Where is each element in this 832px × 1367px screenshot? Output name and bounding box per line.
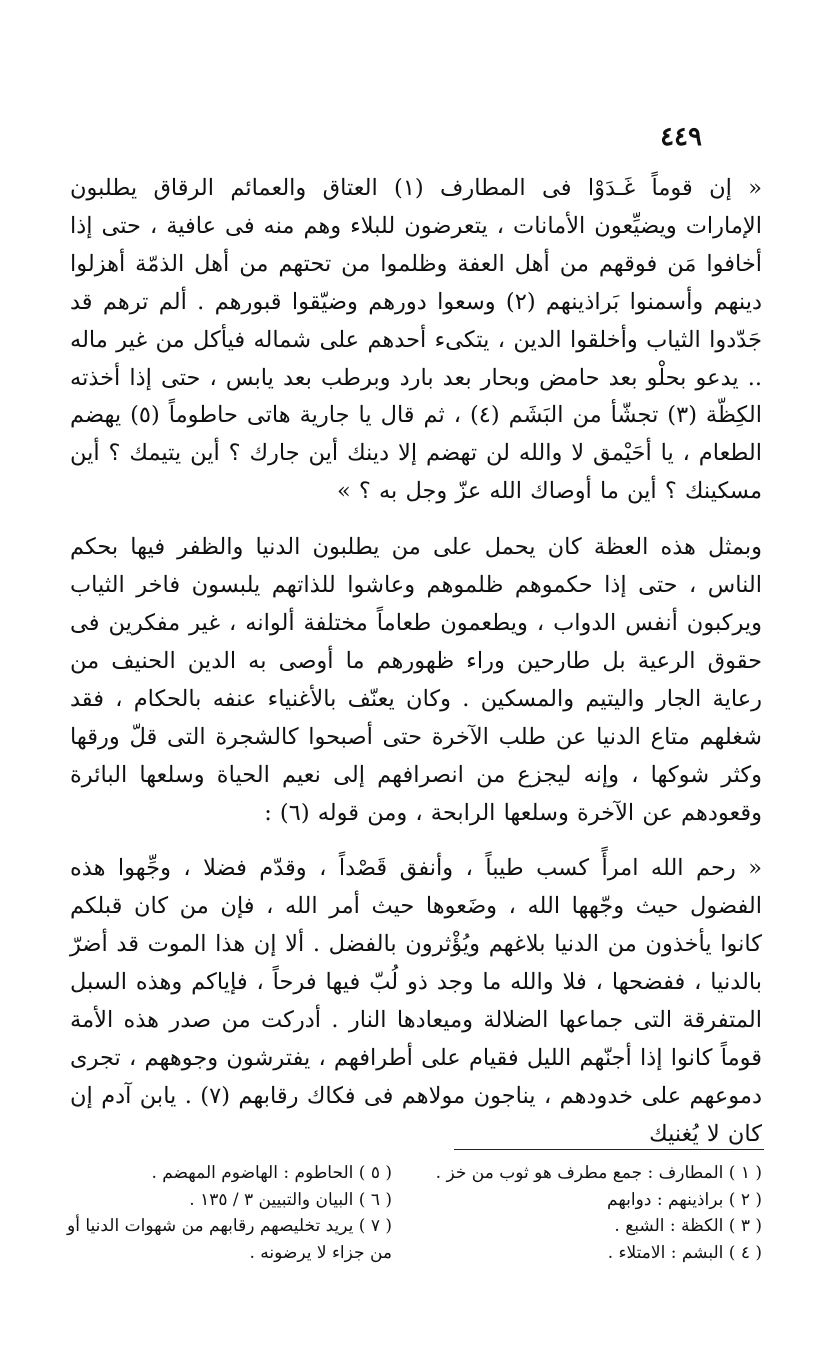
paragraph-quote-1: « إن قوماً غَـدَوْا فى المطارف (١) العتاق والعمائم الرقاق يطلبون الإمارات ويضيِّعون الأمانات ، يتعرضون للبلاء وهم منه فى عافية ، حتى إذا أخافوا مَن فوقهم من أهل العفة وظلموا من تحتهم من أهل الذمّة أهزلوا دينهم وأسمنوا بَراذينهم (٢) وسعوا دورهم وضيّقوا قبورهم . ألم ترهم قد جَدّدوا الثياب وأخلقوا الدين ، يتكىء أحدهم على شماله فيأكل من غير ماله .. يدعو بحلْو بعد حامض وبحار بعد بارد وبرطب بعد يابس ، حتى إذا أخذته الكِظّة (٣) تجشّأ من البَشَم (٤) ، ثم قال يا جارية هاتى حاطوماً (٥) يهضم الطعام ، يا أحَيْمق لا والله لن تهضم إلا دينك أين جارك ؟ أين يتيمك ؟ أين مسكينك ؟ أين ما أوصاك الله عزّ وجل به ؟ » xyxy=(70,175,762,505)
body-text xyxy=(70,170,762,1154)
footnote-6: ( ٦ ) البيان والتبيين ٣ / ١٣٥ . xyxy=(189,1189,392,1210)
footnote-4: ( ٤ ) البشم : الامتلاء . xyxy=(607,1242,762,1263)
paragraph-commentary: وبمثل هذه العظة كان يحمل على من يطلبون الدنيا والظفر فيها بحكم الناس ، حتى إذا حكموهم ظلموهم وعاشوا للذاتهم يلبسون فاخر الثياب ويركبون أنفس الدواب ، ويطعمون طعاماً مختلفة ألوانه ، غير مفكرين فى حقوق الرعية بل طارحين وراء ظهورهم ما أوصى به الدين الحنيف من رعاية الجار واليتيم والمسكين . وكان يعنّف بالأغنياء عنفه بالحكام ، فقد شغلهم متاع الدنيا عن طلب الآخرة حتى أصبحوا كالشجرة التى قلّ ورقها وكثر شوكها ، وإنه ليجزع من انصرافهم إلى نعيم الحياة وسلعها البائرة وقعودهم عن الآخرة وسلعها الرابحة ، ومن قوله (٦) : xyxy=(70,534,762,826)
footnote-3: ( ٣ ) الكظة : الشبع . xyxy=(614,1216,762,1236)
footnote-5: ( ٥ ) الحاطوم : الهاضوم المهضم . xyxy=(151,1163,392,1183)
footnote-1: ( ١ ) المطارف : جمع مطرف هو ثوب من خز . xyxy=(435,1163,762,1183)
footnote-7: ( ٧ ) يريد تخليصهم رقابهم من شهوات الدنيا أو من جزاء لا يرضونه . xyxy=(66,1216,392,1263)
paragraph-quote-2: « رحم الله امرأً كسب طيباً ، وأنفق قَصْداً ، وقدّم فضلا ، وجِّهوا هذه الفضول حيث وجّهها الله ، وضَعوها حيث أمر الله ، فإن من كان قبلكم كانوا يأخذون من الدنيا بلاغهم ويُؤْثرون بالفضل . ألا إن هذا الموت قد أضرّ بالدنيا ، ففضحها ، فلا والله ما وجد ذو لُبّ فيها فرحاً ، فإياكم وهذه السبل المتفرقة التى جماعها الضلالة وميعادها النار . أدركت من صدر هذه الأمة قوماً كانوا إذا أجنّهم الليل فقيام على أطرافهم ، يفترشون وجوههم ، تجرى دموعهم على خدودهم ، يناجون مولاهم فى فكاك رقابهم (٧) . يابن آدم إن كان لا يُغنيك xyxy=(70,855,762,1147)
footnote-2: ( ٢ ) براذينهم : دوابهم xyxy=(607,1189,762,1210)
footnotes xyxy=(62,1160,762,1266)
page-number: ٤٤٩ xyxy=(660,122,702,152)
footnotes-column-left xyxy=(62,1160,392,1266)
footnote-divider xyxy=(454,1149,764,1150)
footnotes-column-right xyxy=(435,1160,762,1266)
